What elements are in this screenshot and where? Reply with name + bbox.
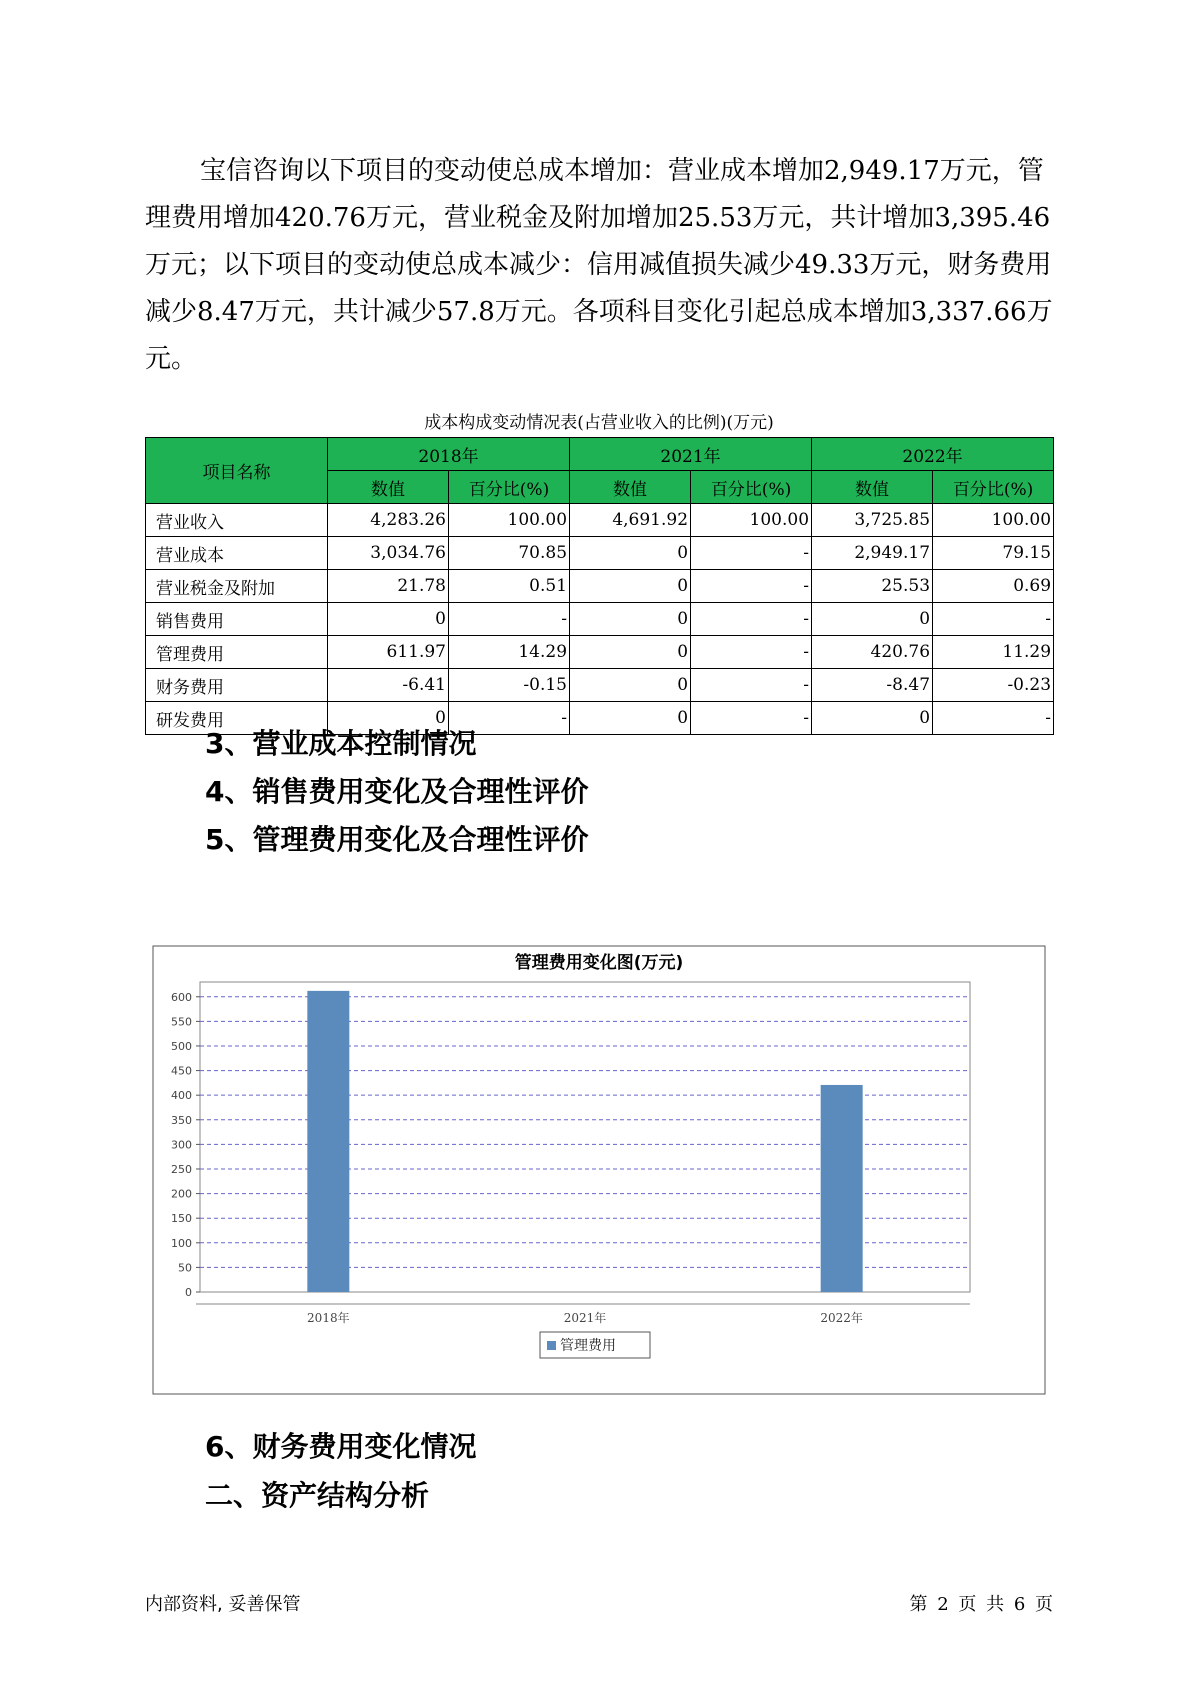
table-cell: 0 bbox=[812, 603, 933, 636]
x-tick-label: 2022年 bbox=[820, 1311, 863, 1325]
y-tick-label: 550 bbox=[171, 1015, 192, 1029]
table-cell: -0.15 bbox=[449, 669, 570, 702]
table-cell: 0 bbox=[570, 537, 691, 570]
header-percent: 百分比(%) bbox=[691, 471, 812, 504]
legend-label: 管理费用 bbox=[560, 1338, 616, 1354]
table-caption: 成本构成变动情况表(占营业收入的比例)(万元) bbox=[424, 413, 774, 433]
bar bbox=[821, 1085, 863, 1292]
table-cell: -8.47 bbox=[812, 669, 933, 702]
row-name: 财务费用 bbox=[146, 669, 328, 702]
table-cell: - bbox=[449, 603, 570, 636]
heading-4: 4、销售费用变化及合理性评价 bbox=[205, 775, 589, 808]
y-tick-label: 350 bbox=[171, 1113, 192, 1127]
table-row bbox=[146, 504, 1054, 537]
table-cell: - bbox=[449, 702, 570, 735]
table-cell: - bbox=[691, 537, 812, 570]
y-tick-label: 150 bbox=[171, 1212, 192, 1226]
table-cell: 0 bbox=[328, 702, 449, 735]
table-cell: 0 bbox=[570, 570, 691, 603]
table-cell: 21.78 bbox=[328, 570, 449, 603]
x-tick-label: 2018年 bbox=[307, 1311, 350, 1325]
table-cell: 11.29 bbox=[933, 636, 1054, 669]
table-row bbox=[146, 537, 1054, 570]
table-cell: - bbox=[691, 603, 812, 636]
table-cell: 0 bbox=[570, 669, 691, 702]
table-cell: - bbox=[691, 636, 812, 669]
row-name: 营业收入 bbox=[146, 504, 328, 537]
y-tick-label: 400 bbox=[171, 1089, 192, 1103]
y-tick-label: 450 bbox=[171, 1064, 192, 1078]
table-row bbox=[146, 603, 1054, 636]
table-cell: - bbox=[933, 702, 1054, 735]
y-tick-label: 300 bbox=[171, 1138, 192, 1152]
table-cell: - bbox=[933, 603, 1054, 636]
table-cell: 0 bbox=[570, 603, 691, 636]
header-year: 2021年 bbox=[570, 438, 812, 471]
table-cell: 100.00 bbox=[933, 504, 1054, 537]
header-percent: 百分比(%) bbox=[933, 471, 1054, 504]
table-cell: 70.85 bbox=[449, 537, 570, 570]
heading-3: 3、营业成本控制情况 bbox=[205, 727, 477, 760]
table-cell: 25.53 bbox=[812, 570, 933, 603]
header-value: 数值 bbox=[328, 471, 449, 504]
table-cell: 0 bbox=[570, 636, 691, 669]
header-percent: 百分比(%) bbox=[449, 471, 570, 504]
header-item-name: 项目名称 bbox=[146, 438, 328, 504]
y-tick-label: 100 bbox=[171, 1236, 192, 1250]
table-cell: 79.15 bbox=[933, 537, 1054, 570]
footer-confidential: 内部资料, 妥善保管 bbox=[145, 1594, 301, 1615]
summary-paragraph: 宝信咨询以下项目的变动使总成本增加：营业成本增加2,949.17万元，管理费用增加420.76万元，营业税金及附加增加25.53万元，共计增加3,395.46万元；以下项目的变动使总成本减少：信用减值损失减少49.33万元，财务费用减少8.47万元，共计减少57.8万元。各项科目变化引起总成本增加3,337.66万元。 bbox=[145, 156, 1053, 374]
cost-structure-table bbox=[145, 437, 1054, 735]
row-name: 管理费用 bbox=[146, 636, 328, 669]
chart-canvas bbox=[145, 940, 1053, 1400]
table-cell: 3,725.85 bbox=[812, 504, 933, 537]
footer-page-number: 第 2 页 共 6 页 bbox=[909, 1594, 1053, 1615]
admin-expense-chart bbox=[145, 940, 1053, 1400]
y-tick-label: 0 bbox=[185, 1286, 192, 1299]
legend-swatch bbox=[547, 1341, 556, 1350]
table-cell: 4,283.26 bbox=[328, 504, 449, 537]
chart-title: 管理费用变化图(万元) bbox=[514, 953, 684, 973]
table-cell: 14.29 bbox=[449, 636, 570, 669]
header-year: 2022年 bbox=[812, 438, 1054, 471]
table-cell: 0 bbox=[328, 603, 449, 636]
row-name: 销售费用 bbox=[146, 603, 328, 636]
table-cell: 611.97 bbox=[328, 636, 449, 669]
row-name: 营业税金及附加 bbox=[146, 570, 328, 603]
table-row bbox=[146, 570, 1054, 603]
y-tick-label: 200 bbox=[171, 1187, 192, 1201]
table-cell: 100.00 bbox=[449, 504, 570, 537]
y-tick-label: 50 bbox=[178, 1261, 192, 1275]
heading-two: 二、资产结构分析 bbox=[205, 1479, 430, 1512]
table-row bbox=[146, 669, 1054, 702]
table-cell: - bbox=[691, 702, 812, 735]
table-cell: -6.41 bbox=[328, 669, 449, 702]
bar bbox=[307, 991, 349, 1292]
table-cell: 4,691.92 bbox=[570, 504, 691, 537]
heading-6: 6、财务费用变化情况 bbox=[205, 1430, 477, 1463]
table-cell: 0.51 bbox=[449, 570, 570, 603]
x-tick-label: 2021年 bbox=[563, 1311, 607, 1325]
table-cell: - bbox=[691, 570, 812, 603]
header-year: 2018年 bbox=[328, 438, 570, 471]
y-tick-label: 500 bbox=[171, 1039, 192, 1053]
table-cell: 0 bbox=[812, 702, 933, 735]
table-cell: 0 bbox=[570, 702, 691, 735]
header-value: 数值 bbox=[812, 471, 933, 504]
y-tick-label: 250 bbox=[171, 1162, 192, 1176]
row-name: 营业成本 bbox=[146, 537, 328, 570]
table-cell: - bbox=[691, 669, 812, 702]
table-cell: 2,949.17 bbox=[812, 537, 933, 570]
table-row bbox=[146, 636, 1054, 669]
table-cell: 420.76 bbox=[812, 636, 933, 669]
table-cell: -0.23 bbox=[933, 669, 1054, 702]
table-cell: 3,034.76 bbox=[328, 537, 449, 570]
y-tick-label: 600 bbox=[171, 990, 192, 1004]
table-cell: 100.00 bbox=[691, 504, 812, 537]
heading-5: 5、管理费用变化及合理性评价 bbox=[205, 823, 589, 856]
table-cell: 0.69 bbox=[933, 570, 1054, 603]
row-name: 研发费用 bbox=[146, 702, 328, 735]
header-value: 数值 bbox=[570, 471, 691, 504]
